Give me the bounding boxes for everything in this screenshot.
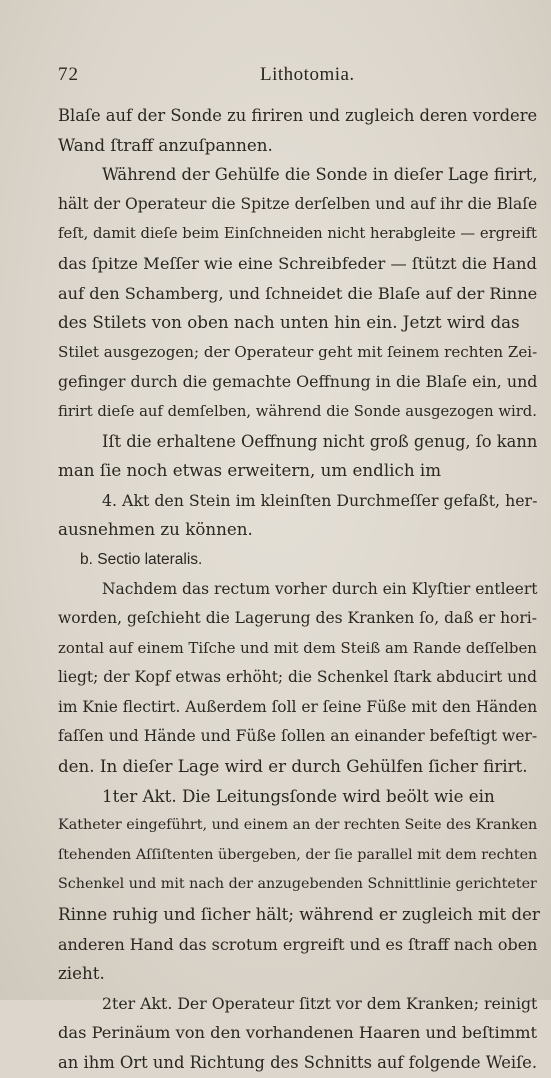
text-line: Stilet ausgezogen; der Operateur geht mit ſeinem rechten Zei- <box>58 342 538 361</box>
text-line: ausnehmen zu können. <box>58 519 253 540</box>
text-line: Wand ſtraff anzuſpannen. <box>58 134 273 155</box>
text-line: an ihm Ort und Richtung des Schnitts auf folgende Weiſe. <box>58 1053 538 1072</box>
text-line: firirt dieſe auf demſelben, während die Sonde ausgezogen wird. <box>58 402 537 420</box>
text-line: 2ter Akt. Der Operateur ſitzt vor dem Kranken; reinigt <box>102 993 538 1013</box>
text-line: des Stilets von oben nach unten hin ein. Jetzt wird das <box>58 312 520 333</box>
text-line: man ſie noch etwas erweitern, um endlich im <box>58 460 442 481</box>
text-line: im Knie flectirt. Außerdem ſoll er ſeine Füße mit den Händen <box>58 697 538 716</box>
text-line: das ſpitze Meſſer wie eine Schreibfeder — ſtützt die Hand <box>58 253 537 273</box>
text-line: liegt; der Kopf etwas erhöht; die Schenkel ſtark abducirt und <box>58 668 537 687</box>
text-line: Schenkel und mit nach der anzugebenden Schnittlinie gerichteter <box>58 876 537 893</box>
text-line: zontal auf einem Tiſche und mit dem Steiß am Rande deſſelben <box>58 638 537 657</box>
text-line: gefinger durch die gemachte Oeffnung in die Blaſe ein, und <box>58 372 538 392</box>
text-line: Nachdem das rectum vorher durch ein Klyſtier entleert <box>102 579 538 598</box>
section-heading: b. Sectio lateralis. <box>80 550 203 568</box>
text-line: auf den Schamberg, und ſchneidet die Blaſe auf der Rinne <box>58 283 538 303</box>
text-line: Rinne ruhig und ſicher hält; während er zugleich mit der <box>58 904 540 925</box>
text-line: 1ter Akt. Die Leitungsſonde wird beölt wie ein <box>102 785 495 806</box>
text-line: Iſt die erhaltene Oeffnung nicht groß genug, ſo kann <box>102 431 538 451</box>
text-line: faſſen und Hände und Füße ſollen an einander befeſtigt wer- <box>58 727 538 746</box>
text-line: den. In dieſer Lage wird er durch Gehülfen ſicher firirt. <box>58 756 528 777</box>
text-line: Katheter eingeführt, und einem an der rechten Seite des Kranken <box>58 817 538 834</box>
text-line: ſtehenden Aſſiſtenten übergeben, der ſie parallel mit dem rechten <box>58 846 538 863</box>
page-number: 72 <box>58 64 79 85</box>
page-header <box>58 64 511 90</box>
text-line: Während der Gehülfe die Sonde in dieſer Lage firirt, <box>102 165 538 185</box>
text-line: worden, geſchieht die Lagerung des Kranken ſo, daß er hori- <box>58 609 537 628</box>
text-line: das Perinäum von den vorhandenen Haaren und beſtimmt <box>58 1023 538 1043</box>
text-line: Blaſe auf der Sonde zu firiren und zugleich deren vordere <box>58 106 538 125</box>
text-line: hält der Operateur die Spitze derſelben und auf ihr die Blaſe <box>58 194 538 213</box>
text-line: feſt, damit dieſe beim Einſchneiden nicht herabgleite — ergreift <box>58 225 537 243</box>
running-title: Lithotomia. <box>260 64 355 85</box>
text-line: anderen Hand das scrotum ergreift und es ſtraff nach oben <box>58 934 538 954</box>
body-text <box>58 101 542 1078</box>
text-line: zieht. <box>58 963 105 984</box>
text-line: 4. Akt den Stein im kleinſten Durchmeſſer gefaßt, her- <box>102 490 538 510</box>
